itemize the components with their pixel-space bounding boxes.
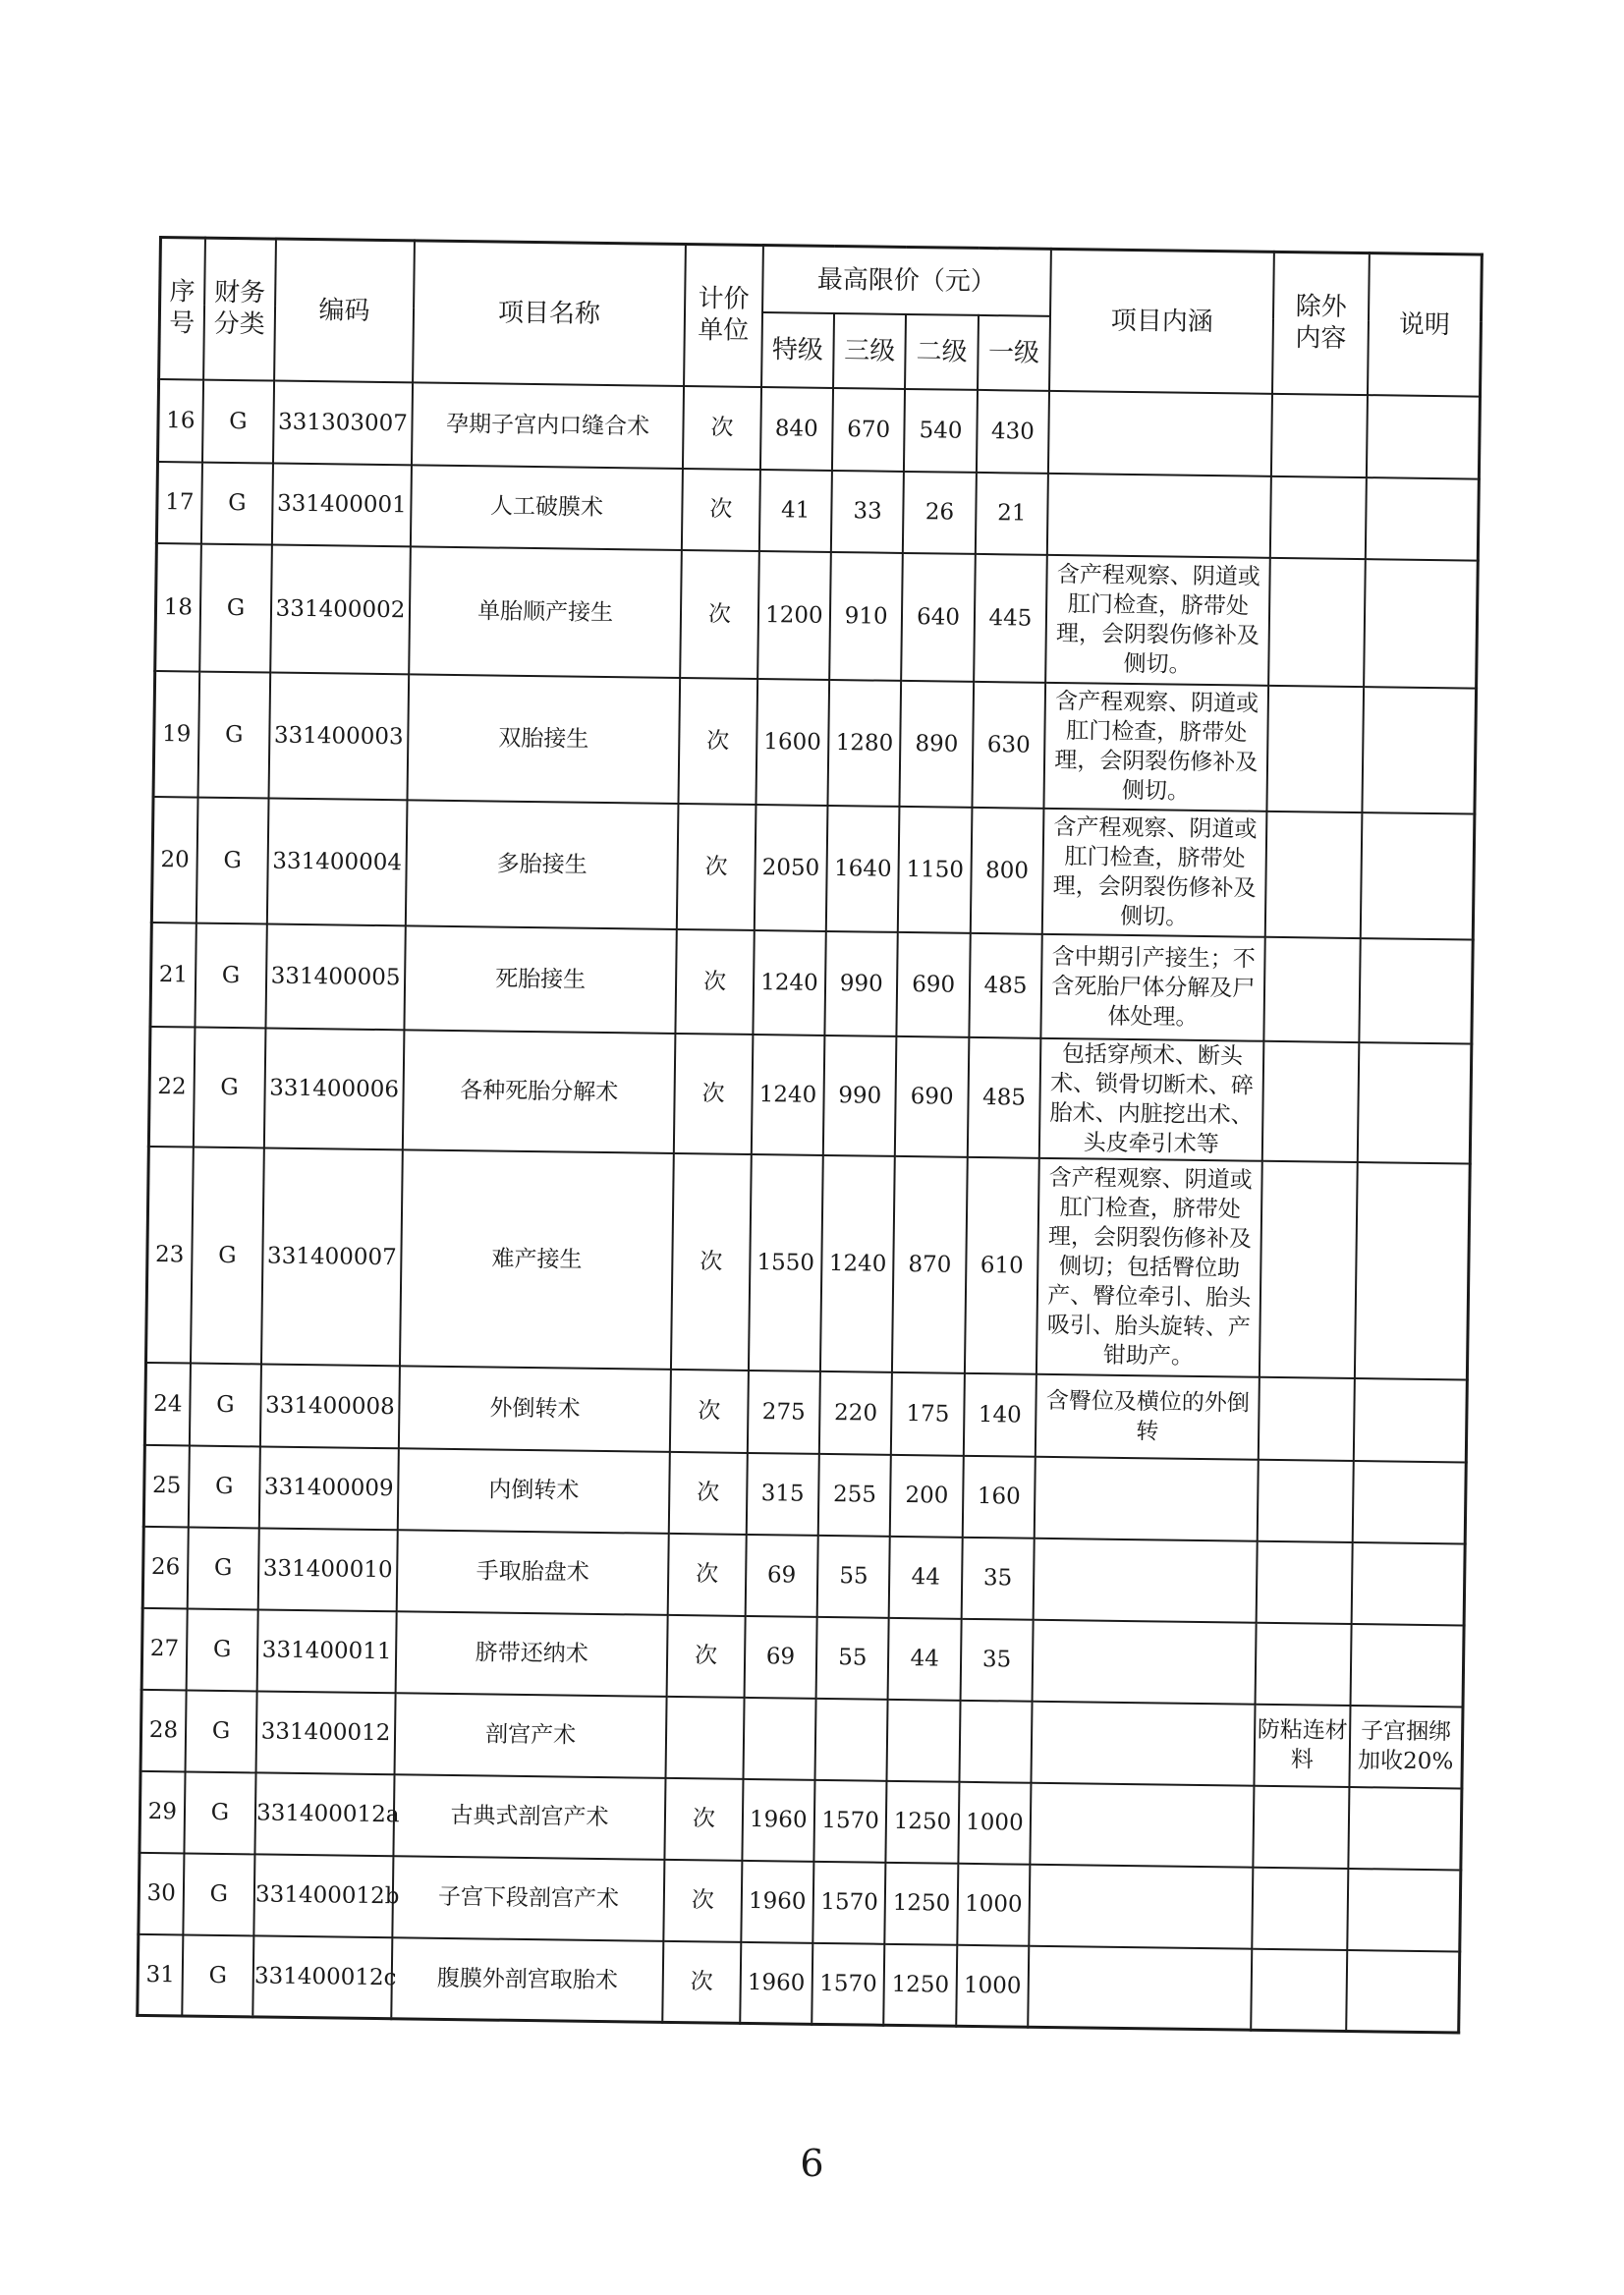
- row-category: G: [187, 1527, 258, 1609]
- row-price-two: 1250: [885, 1862, 958, 1944]
- row-note: [1355, 1162, 1471, 1379]
- row-code: 331303007: [273, 380, 413, 465]
- row-seq: 27: [141, 1607, 187, 1690]
- row-price-three: [815, 1698, 888, 1780]
- row-note: [1350, 1624, 1464, 1707]
- row-content: [1028, 1945, 1252, 2030]
- row-price-three: 1640: [826, 805, 900, 931]
- row-price-special: 1550: [749, 1153, 823, 1371]
- row-price-two: 175: [891, 1371, 964, 1455]
- row-code: 331400011: [257, 1609, 397, 1693]
- row-price-three: 1570: [812, 1942, 884, 2025]
- row-name: 孕期子宫内口缝合术: [412, 382, 684, 469]
- row-code: 331400010: [258, 1528, 398, 1611]
- row-code: 331400001: [272, 463, 412, 546]
- row-seq: 31: [138, 1933, 183, 2016]
- row-seq: 25: [143, 1444, 189, 1527]
- row-name: 古典式剖宫产术: [393, 1774, 665, 1860]
- row-excluded: [1258, 1459, 1354, 1541]
- row-excluded: [1254, 1785, 1350, 1868]
- row-name: 腹膜外剖宫取胎术: [391, 1937, 663, 2023]
- price-table-container: [136, 236, 1484, 2034]
- row-code: 331400009: [259, 1446, 399, 1530]
- row-price-three: 55: [816, 1616, 889, 1699]
- row-category: G: [191, 1147, 264, 1364]
- row-content: [1048, 390, 1272, 476]
- row-price-special: 69: [745, 1534, 817, 1616]
- row-price-one: 630: [972, 681, 1045, 808]
- row-category: G: [183, 1853, 254, 1935]
- row-note: [1366, 477, 1480, 560]
- row-price-three: 255: [818, 1453, 891, 1536]
- row-unit: 次: [671, 1152, 751, 1370]
- row-content: 含产程观察、阴道或肛门检查，脐带处理，会阴裂伤修补及侧切；包括臀位助产、臀位牵引、胎头吸引、胎头旋转、产钳助产。: [1036, 1157, 1262, 1376]
- row-category: G: [202, 379, 274, 463]
- row-category: G: [186, 1608, 257, 1691]
- row-price-special: 69: [744, 1615, 816, 1698]
- row-note: [1362, 687, 1476, 813]
- row-price-one: 485: [969, 932, 1042, 1037]
- row-price-special: 1240: [751, 1034, 824, 1154]
- row-price-one: 800: [971, 807, 1044, 933]
- row-content: 含产程观察、阴道或肛门检查，脐带处理，会阴裂伤修补及侧切。: [1045, 554, 1270, 685]
- row-price-three: 220: [819, 1371, 892, 1454]
- row-price-one: 140: [964, 1372, 1036, 1456]
- row-price-one: 485: [968, 1036, 1041, 1157]
- row-price-one: 430: [977, 389, 1049, 473]
- row-content: [1032, 1701, 1256, 1785]
- row-seq: 26: [142, 1526, 188, 1608]
- row-unit: 次: [683, 386, 760, 470]
- row-price-two: 540: [904, 388, 977, 472]
- row-unit: 次: [669, 1451, 747, 1534]
- table-row: [145, 1146, 1470, 1379]
- row-seq: 30: [139, 1852, 184, 1934]
- header-unit: 计价单位: [684, 245, 762, 387]
- row-content: [1031, 1782, 1255, 1867]
- row-price-two: 640: [902, 552, 976, 681]
- row-name: 人工破膜术: [411, 465, 683, 550]
- row-excluded: [1257, 1540, 1353, 1623]
- row-content: 含中期引产接生；不含死胎尸体分解及尸体处理。: [1041, 933, 1266, 1040]
- row-price-two: 44: [888, 1617, 961, 1700]
- row-code: 331400006: [264, 1028, 404, 1149]
- header-row-top: [160, 238, 1483, 322]
- row-code: 331400012b: [253, 1854, 393, 1937]
- row-category: G: [184, 1771, 255, 1854]
- row-price-one: 1000: [956, 1944, 1029, 2027]
- row-price-special: 840: [760, 387, 833, 471]
- row-price-two: 1250: [886, 1780, 959, 1863]
- row-unit: 次: [680, 549, 758, 678]
- row-price-two: 890: [900, 680, 974, 807]
- row-seq: 23: [145, 1146, 193, 1363]
- row-category: G: [194, 1027, 266, 1148]
- row-unit: 次: [682, 468, 759, 550]
- row-unit: 次: [664, 1859, 742, 1941]
- row-code: 331400008: [260, 1364, 400, 1448]
- row-excluded: [1265, 811, 1362, 937]
- row-unit: 次: [677, 803, 756, 929]
- table-row: [153, 670, 1477, 813]
- row-unit: 次: [674, 1033, 753, 1153]
- row-price-two: 870: [892, 1155, 967, 1372]
- row-name: 多胎接生: [406, 800, 679, 929]
- header-note: 说明: [1368, 253, 1483, 396]
- row-seq: 29: [140, 1770, 185, 1853]
- row-code: 331400007: [261, 1148, 403, 1366]
- row-excluded: [1260, 1160, 1357, 1377]
- row-price-three: 670: [832, 387, 905, 471]
- row-price-one: 35: [961, 1537, 1034, 1619]
- row-price-special: 41: [759, 470, 832, 552]
- row-category: G: [189, 1445, 260, 1528]
- row-seq: 17: [156, 461, 201, 543]
- row-name: 双胎接生: [407, 674, 680, 804]
- page-number: 6: [800, 2142, 824, 2185]
- row-seq: 24: [144, 1362, 190, 1445]
- row-price-one: 445: [974, 553, 1047, 682]
- row-note: [1359, 938, 1473, 1043]
- row-seq: 21: [150, 922, 196, 1027]
- row-price-one: 21: [976, 472, 1048, 554]
- row-excluded: [1270, 476, 1367, 558]
- row-price-two: 200: [890, 1454, 963, 1537]
- table-row: [138, 1933, 1460, 2033]
- table-row: [148, 1026, 1471, 1163]
- row-name: 子宫下段剖宫产术: [392, 1856, 664, 1941]
- row-note: [1348, 1786, 1462, 1869]
- row-category: G: [199, 543, 272, 672]
- row-name: 单胎顺产接生: [409, 546, 682, 678]
- row-category: G: [195, 923, 267, 1028]
- row-category: G: [182, 1934, 253, 2017]
- row-price-three: 990: [824, 930, 898, 1036]
- row-code: 331400012: [256, 1691, 396, 1774]
- row-code: 331400003: [269, 672, 409, 800]
- row-excluded: [1259, 1376, 1355, 1460]
- row-price-three: 1280: [828, 679, 902, 806]
- row-price-special: 1960: [741, 1860, 813, 1942]
- row-price-special: 315: [746, 1452, 818, 1535]
- row-note: 子宫捆绑加收20%: [1349, 1705, 1463, 1787]
- row-price-two: 1150: [898, 806, 972, 932]
- row-unit: 次: [670, 1369, 748, 1452]
- row-seq: 22: [148, 1026, 195, 1147]
- header-content: 项目内涵: [1049, 249, 1274, 393]
- row-note: [1364, 559, 1478, 688]
- header-name: 项目名称: [413, 241, 686, 386]
- row-price-three: 1570: [812, 1861, 885, 1943]
- row-price-three: 910: [829, 551, 903, 680]
- header-level-two: 二级: [905, 313, 978, 389]
- price-table: [136, 236, 1484, 2034]
- row-seq: 20: [151, 796, 197, 923]
- row-excluded: [1267, 685, 1364, 812]
- row-unit: 次: [668, 1533, 746, 1615]
- row-category: G: [196, 797, 269, 924]
- row-price-three: 1570: [813, 1779, 886, 1862]
- row-price-special: 2050: [754, 804, 827, 930]
- row-category: G: [190, 1363, 261, 1446]
- row-content: [1035, 1456, 1259, 1540]
- row-excluded: [1268, 557, 1365, 686]
- row-price-two: 690: [895, 1036, 969, 1156]
- row-price-two: 1250: [884, 1943, 957, 2026]
- row-price-three: 990: [823, 1035, 897, 1155]
- row-name: 剖宫产术: [394, 1693, 666, 1778]
- row-price-one: 1000: [957, 1863, 1030, 1945]
- header-level-one: 一级: [978, 314, 1050, 390]
- row-content: [1033, 1619, 1257, 1704]
- row-price-special: 1240: [753, 929, 826, 1035]
- row-seq: 18: [155, 542, 201, 671]
- row-category: G: [197, 671, 270, 798]
- row-code: 331400005: [266, 924, 406, 1030]
- row-price-two: 690: [897, 931, 971, 1036]
- row-excluded: 防粘连材料: [1255, 1704, 1351, 1786]
- row-note: [1353, 1461, 1467, 1543]
- row-note: [1351, 1542, 1465, 1625]
- row-name: 各种死胎分解术: [403, 1030, 676, 1153]
- row-price-one: [959, 1700, 1032, 1782]
- row-price-special: 1200: [757, 551, 831, 680]
- header-price-group: 最高限价（元）: [762, 246, 1051, 316]
- row-seq: 19: [153, 670, 199, 797]
- row-unit: 次: [665, 1777, 743, 1860]
- row-price-two: [887, 1699, 960, 1781]
- row-price-three: 33: [831, 470, 904, 552]
- row-code: 331400012c: [252, 1935, 392, 2019]
- row-note: [1358, 1042, 1472, 1163]
- row-name: 死胎接生: [404, 925, 677, 1034]
- row-price-special: 1600: [756, 679, 829, 806]
- row-price-one: 610: [965, 1156, 1039, 1373]
- row-seq: 16: [157, 379, 202, 463]
- row-note: [1367, 395, 1481, 478]
- row-content: 含臀位及横位的外倒转: [1036, 1373, 1260, 1459]
- row-unit: 次: [676, 928, 755, 1034]
- header-level-special: 特级: [761, 312, 834, 388]
- row-excluded: [1271, 393, 1368, 476]
- row-price-special: [743, 1697, 815, 1779]
- header-category: 财务分类: [203, 238, 276, 380]
- row-excluded: [1256, 1622, 1352, 1705]
- table-row: [150, 922, 1473, 1043]
- row-excluded: [1253, 1867, 1349, 1949]
- row-excluded: [1262, 1040, 1359, 1161]
- row-note: [1361, 812, 1475, 939]
- row-note: [1346, 1949, 1460, 2032]
- row-content: [1047, 473, 1271, 557]
- row-unit: 次: [667, 1614, 745, 1697]
- row-price-three: 1240: [820, 1154, 895, 1371]
- row-note: [1347, 1868, 1461, 1950]
- table-row: [151, 796, 1475, 939]
- row-price-one: 160: [963, 1455, 1036, 1538]
- row-price-two: 44: [889, 1536, 962, 1618]
- row-unit: 次: [662, 1940, 740, 2023]
- row-note: [1354, 1378, 1468, 1462]
- row-unit: [666, 1696, 744, 1778]
- row-excluded: [1252, 1948, 1348, 2031]
- row-price-special: 275: [747, 1370, 819, 1453]
- row-code: 331400012a: [255, 1772, 395, 1856]
- table-row: [155, 542, 1479, 688]
- row-name: 外倒转术: [399, 1366, 671, 1452]
- row-name: 难产接生: [400, 1149, 674, 1370]
- row-category: G: [185, 1690, 256, 1772]
- row-name: 脐带还纳术: [395, 1611, 667, 1697]
- header-code: 编码: [274, 239, 415, 382]
- row-category: G: [201, 462, 273, 544]
- row-content: [1029, 1864, 1253, 1948]
- row-price-three: 55: [817, 1535, 890, 1617]
- row-price-special: 1960: [740, 1941, 812, 2024]
- row-name: 内倒转术: [398, 1448, 670, 1534]
- row-content: 包括穿颅术、断头术、锁骨切断术、碎胎术、内脏挖出术、头皮牵引术等: [1039, 1037, 1264, 1160]
- row-content: 含产程观察、阴道或肛门检查，脐带处理，会阴裂伤修补及侧切。: [1042, 808, 1267, 936]
- row-code: 331400002: [270, 544, 410, 674]
- row-price-two: 26: [903, 471, 976, 553]
- header-seq: 序号: [159, 238, 205, 380]
- row-price-special: 1960: [742, 1778, 814, 1861]
- header-level-three: 三级: [833, 313, 906, 389]
- row-content: 含产程观察、阴道或肛门检查，脐带处理，会阴裂伤修补及侧切。: [1044, 682, 1269, 811]
- row-excluded: [1264, 936, 1361, 1041]
- row-code: 331400004: [267, 798, 407, 925]
- header-excluded: 除外内容: [1272, 252, 1369, 394]
- row-name: 手取胎盘术: [397, 1530, 669, 1615]
- row-seq: 28: [140, 1689, 186, 1771]
- row-price-one: 35: [960, 1618, 1033, 1701]
- row-content: [1034, 1538, 1258, 1622]
- row-price-one: 1000: [958, 1781, 1031, 1864]
- row-unit: 次: [679, 677, 757, 804]
